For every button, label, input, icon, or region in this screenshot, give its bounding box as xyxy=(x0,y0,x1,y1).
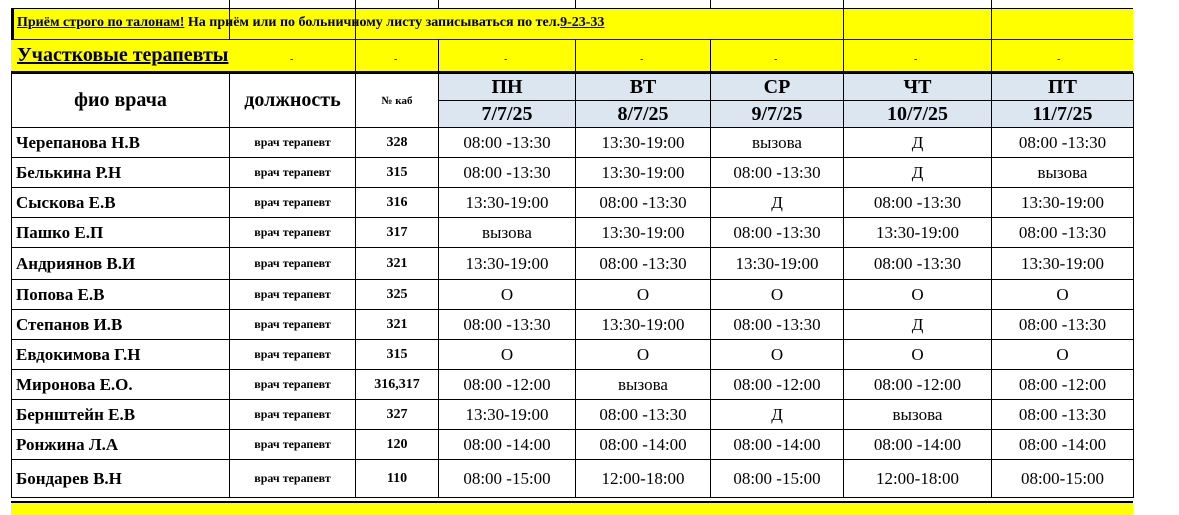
schedule-cell: 13:30-19:00 xyxy=(576,128,711,158)
schedule-cell: О xyxy=(439,340,576,370)
header-doctor-name: фио врача xyxy=(12,74,230,128)
schedule-cell: 08:00 -13:30 xyxy=(439,128,576,158)
appointment-notice: На приём или по больничному листу записываться по тел. xyxy=(187,15,561,30)
schedule-cell: О xyxy=(439,280,576,310)
schedule-cell: 13:30-19:00 xyxy=(439,248,576,280)
doctor-position: врач терапевт xyxy=(230,248,356,280)
header-date: 10/7/25 xyxy=(844,101,992,128)
table-row xyxy=(12,370,1134,400)
schedule-cell: 08:00 -13:30 xyxy=(439,158,576,188)
doctor-position: врач терапевт xyxy=(230,400,356,430)
schedule-cell: 13:30-19:00 xyxy=(844,218,992,248)
room-number: 325 xyxy=(356,280,439,310)
room-number: 315 xyxy=(356,158,439,188)
table-row xyxy=(12,310,1134,340)
doctor-name: Ронжина Л.А xyxy=(12,430,230,460)
schedule-cell: 08:00-15:00 xyxy=(992,460,1134,498)
schedule-cell: 08:00 -13:30 xyxy=(711,158,844,188)
header-room: № каб xyxy=(356,74,439,128)
phone-number: 9-23-33 xyxy=(560,15,605,30)
table-row xyxy=(12,400,1134,430)
table-row xyxy=(12,188,1134,218)
doctor-position: врач терапевт xyxy=(230,460,356,498)
schedule-cell: 08:00 -13:30 xyxy=(711,218,844,248)
schedule-cell: 08:00 -13:30 xyxy=(711,310,844,340)
schedule-cell: 08:00 -13:30 xyxy=(992,310,1134,340)
doctor-name: Бернштейн Е.В xyxy=(12,400,230,430)
doctor-name: Бондарев В.Н xyxy=(12,460,230,498)
schedule-cell: вызова xyxy=(711,128,844,158)
doctor-name: Евдокимова Г.Н xyxy=(12,340,230,370)
schedule-cell: 08:00 -13:30 xyxy=(992,128,1134,158)
doctor-name: Сыскова Е.В xyxy=(12,188,230,218)
schedule-cell: вызова xyxy=(844,400,992,430)
dash-mark: - xyxy=(914,54,918,65)
doctor-name: Белькина Р.Н xyxy=(12,158,230,188)
schedule-cell: 08:00 -14:00 xyxy=(576,430,711,460)
schedule-cell: О xyxy=(844,340,992,370)
schedule-cell: Д xyxy=(711,400,844,430)
schedule-cell: 13:30-19:00 xyxy=(439,188,576,218)
schedule-cell: 08:00 -12:00 xyxy=(711,370,844,400)
section-title: Участковые терапевты xyxy=(17,44,229,66)
dash-mark: - xyxy=(640,54,644,65)
schedule-cell: 08:00 -13:30 xyxy=(844,188,992,218)
schedule-cell: 12:00-18:00 xyxy=(844,460,992,498)
table-row xyxy=(12,280,1134,310)
schedule-cell: 08:00 -12:00 xyxy=(992,370,1134,400)
schedule-cell: 13:30-19:00 xyxy=(576,158,711,188)
notice-text xyxy=(17,15,604,31)
room-number: 316 xyxy=(356,188,439,218)
doctor-name: Пашко Е.П xyxy=(12,218,230,248)
schedule-cell: 08:00 -14:00 xyxy=(439,430,576,460)
doctor-position: врач терапевт xyxy=(230,280,356,310)
schedule-cell: вызова xyxy=(576,370,711,400)
schedule-cell: 08:00 -13:30 xyxy=(576,188,711,218)
schedule-cell: 13:30-19:00 xyxy=(576,310,711,340)
doctor-position: врач терапевт xyxy=(230,340,356,370)
schedule-cell: 08:00 -13:30 xyxy=(992,218,1134,248)
doctor-position: врач терапевт xyxy=(230,370,356,400)
table-row xyxy=(12,430,1134,460)
schedule-cell: вызова xyxy=(439,218,576,248)
dash-mark: - xyxy=(1057,54,1061,65)
schedule-cell: О xyxy=(844,280,992,310)
schedule-cell: 08:00 -15:00 xyxy=(439,460,576,498)
schedule-cell: О xyxy=(711,340,844,370)
header-day: ПН xyxy=(439,74,576,101)
room-number: 316,317 xyxy=(356,370,439,400)
schedule-cell: 08:00 -13:30 xyxy=(992,400,1134,430)
doctor-position: врач терапевт xyxy=(230,128,356,158)
schedule-cell: 08:00 -14:00 xyxy=(844,430,992,460)
doctor-position: врач терапевт xyxy=(230,310,356,340)
room-number: 321 xyxy=(356,248,439,280)
schedule-cell: 13:30-19:00 xyxy=(711,248,844,280)
schedule-cell: Д xyxy=(844,310,992,340)
schedule-cell: 08:00 -12:00 xyxy=(844,370,992,400)
schedule-cell: 08:00 -14:00 xyxy=(711,430,844,460)
schedule-table xyxy=(11,73,1134,498)
dash-mark: - xyxy=(504,54,508,65)
header-date: 9/7/25 xyxy=(711,101,844,128)
schedule-cell: 08:00 -13:30 xyxy=(576,400,711,430)
header-day: ПТ xyxy=(992,74,1134,101)
doctor-name: Черепанова Н.В xyxy=(12,128,230,158)
section-header xyxy=(11,40,1133,73)
doctor-position: врач терапевт xyxy=(230,218,356,248)
room-number: 110 xyxy=(356,460,439,498)
room-number: 120 xyxy=(356,430,439,460)
schedule-cell: О xyxy=(576,340,711,370)
table-row xyxy=(12,218,1134,248)
schedule-cell: Д xyxy=(711,188,844,218)
schedule-cell: 13:30-19:00 xyxy=(992,248,1134,280)
doctor-position: врач терапевт xyxy=(230,430,356,460)
doctor-name: Андриянов В.И xyxy=(12,248,230,280)
table-row xyxy=(12,340,1134,370)
schedule-cell: О xyxy=(576,280,711,310)
doctor-position: врач терапевт xyxy=(230,158,356,188)
room-number: 327 xyxy=(356,400,439,430)
doctor-position: врач терапевт xyxy=(230,188,356,218)
schedule-cell: вызова xyxy=(992,158,1134,188)
notice-banner xyxy=(11,9,1133,40)
dash-mark: - xyxy=(394,54,398,65)
dash-mark: - xyxy=(290,54,294,65)
header-date: 7/7/25 xyxy=(439,101,576,128)
header-date: 11/7/25 xyxy=(992,101,1134,128)
schedule-cell: 08:00 -13:30 xyxy=(576,248,711,280)
schedule-cell: 08:00 -13:30 xyxy=(844,248,992,280)
schedule-cell: О xyxy=(711,280,844,310)
schedule-cell: Д xyxy=(844,158,992,188)
schedule-cell: 13:30-19:00 xyxy=(576,218,711,248)
schedule-cell: 08:00 -15:00 xyxy=(711,460,844,498)
ticket-notice: Приём строго по талонам! xyxy=(17,15,185,30)
room-number: 321 xyxy=(356,310,439,340)
schedule-cell: О xyxy=(992,340,1134,370)
doctor-name: Попова Е.В xyxy=(12,280,230,310)
header-position: должность xyxy=(230,74,356,128)
schedule-cell: 13:30-19:00 xyxy=(439,400,576,430)
table-row xyxy=(12,248,1134,280)
header-day: СР xyxy=(711,74,844,101)
table-row xyxy=(12,158,1134,188)
doctor-name: Степанов И.В xyxy=(12,310,230,340)
schedule-cell: 08:00 -12:00 xyxy=(439,370,576,400)
schedule-cell: 12:00-18:00 xyxy=(576,460,711,498)
schedule-cell: 13:30-19:00 xyxy=(992,188,1134,218)
schedule-cell: Д xyxy=(844,128,992,158)
header-date: 8/7/25 xyxy=(576,101,711,128)
table-row xyxy=(12,128,1134,158)
schedule-cell: 08:00 -14:00 xyxy=(992,430,1134,460)
table-row xyxy=(12,460,1134,498)
header-day: ЧТ xyxy=(844,74,992,101)
schedule-cell: О xyxy=(992,280,1134,310)
dash-mark: - xyxy=(774,54,778,65)
room-number: 315 xyxy=(356,340,439,370)
schedule-cell: 08:00 -13:30 xyxy=(439,310,576,340)
header-day: ВТ xyxy=(576,74,711,101)
room-number: 317 xyxy=(356,218,439,248)
room-number: 328 xyxy=(356,128,439,158)
doctor-name: Миронова Е.О. xyxy=(12,370,230,400)
